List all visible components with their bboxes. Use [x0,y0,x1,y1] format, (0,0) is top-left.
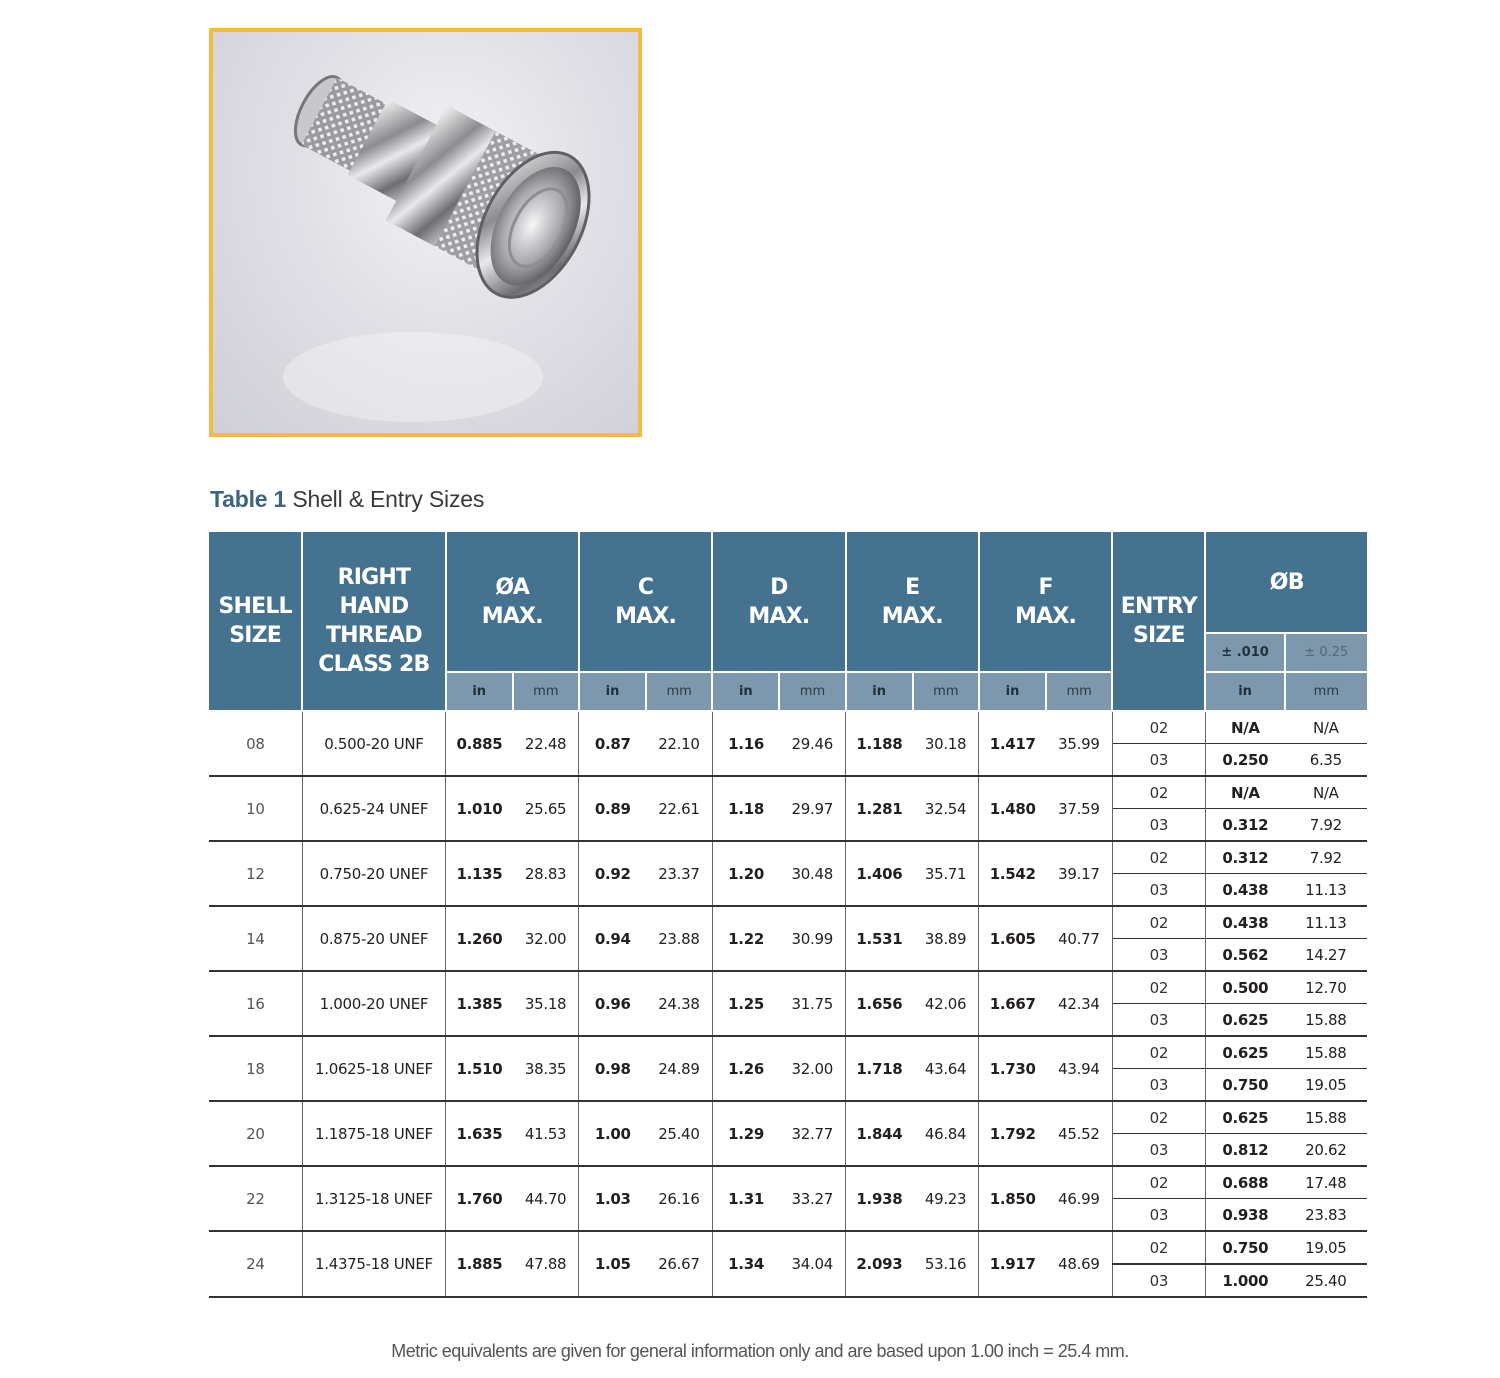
c-max-in-cell: 0.96 [579,971,646,1036]
header-f-max: F MAX. [979,532,1112,672]
thread-cell: 0.625-24 UNEF [302,776,445,841]
f-max-mm-cell: 42.34 [1046,971,1112,1036]
a-max-mm-cell: 25.65 [513,776,579,841]
shell-size-cell: 12 [209,841,302,906]
shell-size-cell: 18 [209,1036,302,1101]
table-row [209,1036,1367,1069]
b-in-cell: N/A [1205,711,1284,744]
header-e-max: E MAX. [846,532,979,672]
c-max-mm-cell: 26.67 [646,1231,712,1297]
shell-size-cell: 16 [209,971,302,1036]
thread-cell: 0.875-20 UNEF [302,906,445,971]
unit-d-in: in [712,672,779,711]
table-row [209,1231,1367,1264]
entry-size-cell: 03 [1112,1004,1205,1037]
a-max-mm-cell: 32.00 [513,906,579,971]
entry-size-cell: 03 [1112,874,1205,907]
a-max-in-cell: 1.510 [446,1036,513,1101]
a-max-in-cell: 1.135 [446,841,513,906]
d-max-mm-cell: 30.99 [779,906,845,971]
b-in-cell: 0.312 [1205,809,1284,842]
f-max-mm-cell: 46.99 [1046,1166,1112,1231]
e-max-in-cell: 1.531 [846,906,913,971]
a-max-in-cell: 1.260 [446,906,513,971]
a-max-in-cell: 1.010 [446,776,513,841]
c-max-mm-cell: 22.10 [646,711,712,776]
thread-cell: 1.1875-18 UNEF [302,1101,445,1166]
f-max-mm-cell: 48.69 [1046,1231,1112,1297]
c-max-in-cell: 1.05 [579,1231,646,1297]
a-max-mm-cell: 38.35 [513,1036,579,1101]
d-max-mm-cell: 29.97 [779,776,845,841]
b-in-cell: 0.812 [1205,1134,1284,1167]
b-in-cell: 0.750 [1205,1231,1284,1264]
e-max-in-cell: 2.093 [846,1231,913,1297]
header-thread: RIGHT HAND THREAD CLASS 2B [302,532,445,711]
unit-a-in: in [446,672,513,711]
b-in-cell: 0.625 [1205,1101,1284,1134]
entry-size-cell: 02 [1112,711,1205,744]
b-mm-cell: 14.27 [1285,939,1367,972]
table-title [210,486,484,513]
f-max-in-cell: 1.605 [979,906,1046,971]
entry-size-cell: 02 [1112,906,1205,939]
thread-cell: 1.0625-18 UNEF [302,1036,445,1101]
d-max-in-cell: 1.31 [712,1166,779,1231]
f-max-mm-cell: 39.17 [1046,841,1112,906]
b-in-cell: 0.500 [1205,971,1284,1004]
a-max-mm-cell: 28.83 [513,841,579,906]
b-mm-cell: 11.13 [1285,906,1367,939]
shell-size-cell: 22 [209,1166,302,1231]
b-in-cell: 0.938 [1205,1199,1284,1232]
e-max-in-cell: 1.844 [846,1101,913,1166]
b-in-cell: 0.438 [1205,906,1284,939]
shell-size-cell: 10 [209,776,302,841]
c-max-in-cell: 0.98 [579,1036,646,1101]
c-max-mm-cell: 24.38 [646,971,712,1036]
shell-size-cell: 08 [209,711,302,776]
e-max-mm-cell: 30.18 [913,711,979,776]
a-max-mm-cell: 44.70 [513,1166,579,1231]
e-max-in-cell: 1.188 [846,711,913,776]
b-mm-cell: 19.05 [1285,1069,1367,1102]
entry-size-cell: 03 [1112,744,1205,777]
header-entry-size: ENTRY SIZE [1112,532,1205,711]
f-max-mm-cell: 43.94 [1046,1036,1112,1101]
table-number: Table 1 [210,486,287,512]
a-max-in-cell: 1.760 [446,1166,513,1231]
b-in-cell: 0.312 [1205,841,1284,874]
c-max-in-cell: 0.92 [579,841,646,906]
a-max-in-cell: 1.635 [446,1101,513,1166]
table-caption: Shell & Entry Sizes [292,486,485,512]
entry-size-cell: 03 [1112,939,1205,972]
a-max-in-cell: 0.885 [446,711,513,776]
f-max-in-cell: 1.730 [979,1036,1046,1101]
d-max-mm-cell: 31.75 [779,971,845,1036]
c-max-in-cell: 1.03 [579,1166,646,1231]
entry-size-cell: 03 [1112,1069,1205,1102]
a-max-mm-cell: 41.53 [513,1101,579,1166]
b-mm-cell: 15.88 [1285,1004,1367,1037]
entry-size-cell: 03 [1112,1264,1205,1297]
b-mm-cell: 7.92 [1285,809,1367,842]
entry-size-cell: 02 [1112,841,1205,874]
c-max-mm-cell: 25.40 [646,1101,712,1166]
f-max-mm-cell: 40.77 [1046,906,1112,971]
e-max-mm-cell: 46.84 [913,1101,979,1166]
header-shell-size: SHELL SIZE [209,532,302,711]
thread-cell: 0.500-20 UNF [302,711,445,776]
c-max-in-cell: 1.00 [579,1101,646,1166]
unit-b-mm: mm [1285,672,1367,711]
b-mm-cell: 7.92 [1285,841,1367,874]
e-max-in-cell: 1.718 [846,1036,913,1101]
b-mm-cell: 15.88 [1285,1036,1367,1069]
unit-f-mm: mm [1046,672,1112,711]
b-mm-cell: N/A [1285,711,1367,744]
d-max-mm-cell: 32.00 [779,1036,845,1101]
f-max-in-cell: 1.480 [979,776,1046,841]
table-row [209,776,1367,809]
table-row [209,1166,1367,1199]
b-mm-cell: 25.40 [1285,1264,1367,1297]
d-max-in-cell: 1.18 [712,776,779,841]
b-in-cell: N/A [1205,776,1284,809]
a-max-mm-cell: 35.18 [513,971,579,1036]
d-max-mm-cell: 29.46 [779,711,845,776]
a-max-mm-cell: 47.88 [513,1231,579,1297]
unit-c-in: in [579,672,646,711]
f-max-mm-cell: 37.59 [1046,776,1112,841]
footnote: Metric equivalents are given for general information only and are based upon 1.00 inch = 25.4 mm. [391,1341,1129,1361]
b-mm-cell: 23.83 [1285,1199,1367,1232]
e-max-mm-cell: 32.54 [913,776,979,841]
d-max-in-cell: 1.25 [712,971,779,1036]
c-max-mm-cell: 26.16 [646,1166,712,1231]
b-mm-cell: 6.35 [1285,744,1367,777]
a-max-in-cell: 1.385 [446,971,513,1036]
b-in-cell: 0.562 [1205,939,1284,972]
b-in-cell: 0.625 [1205,1036,1284,1069]
d-max-mm-cell: 32.77 [779,1101,845,1166]
shell-entry-sizes-table [209,532,1367,1298]
header-d-max: D MAX. [712,532,845,672]
e-max-in-cell: 1.656 [846,971,913,1036]
d-max-mm-cell: 34.04 [779,1231,845,1297]
d-max-in-cell: 1.16 [712,711,779,776]
entry-size-cell: 02 [1112,1036,1205,1069]
table-row [209,971,1367,1004]
b-in-cell: 0.625 [1205,1004,1284,1037]
unit-a-mm: mm [513,672,579,711]
product-image [209,28,642,437]
d-max-in-cell: 1.34 [712,1231,779,1297]
d-max-mm-cell: 30.48 [779,841,845,906]
unit-b-in: in [1205,672,1284,711]
shell-size-cell: 20 [209,1101,302,1166]
b-mm-cell: 12.70 [1285,971,1367,1004]
d-max-in-cell: 1.29 [712,1101,779,1166]
c-max-mm-cell: 22.61 [646,776,712,841]
f-max-in-cell: 1.792 [979,1101,1046,1166]
entry-size-cell: 02 [1112,1231,1205,1264]
b-mm-cell: 15.88 [1285,1101,1367,1134]
f-max-in-cell: 1.917 [979,1231,1046,1297]
b-in-cell: 0.688 [1205,1166,1284,1199]
f-max-in-cell: 1.850 [979,1166,1046,1231]
entry-size-cell: 02 [1112,971,1205,1004]
unit-e-mm: mm [913,672,979,711]
table-row [209,841,1367,874]
b-mm-cell: 19.05 [1285,1231,1367,1264]
f-max-mm-cell: 45.52 [1046,1101,1112,1166]
thread-cell: 1.4375-18 UNEF [302,1231,445,1297]
c-max-mm-cell: 23.88 [646,906,712,971]
header-c-max: C MAX. [579,532,712,672]
e-max-in-cell: 1.938 [846,1166,913,1231]
unit-f-in: in [979,672,1046,711]
connector-illustration [213,32,638,433]
header-b-tolerance-mm: ± 0.25 [1285,633,1367,672]
a-max-in-cell: 1.885 [446,1231,513,1297]
unit-d-mm: mm [779,672,845,711]
table-row [209,711,1367,744]
header-b: ØB [1205,532,1367,633]
e-max-in-cell: 1.406 [846,841,913,906]
table-header [209,532,1367,711]
table-body [209,711,1367,1297]
c-max-mm-cell: 23.37 [646,841,712,906]
entry-size-cell: 03 [1112,809,1205,842]
entry-size-cell: 02 [1112,776,1205,809]
entry-size-cell: 02 [1112,1101,1205,1134]
c-max-in-cell: 0.94 [579,906,646,971]
f-max-mm-cell: 35.99 [1046,711,1112,776]
b-in-cell: 0.438 [1205,874,1284,907]
e-max-mm-cell: 35.71 [913,841,979,906]
d-max-mm-cell: 33.27 [779,1166,845,1231]
c-max-in-cell: 0.87 [579,711,646,776]
b-mm-cell: 11.13 [1285,874,1367,907]
c-max-in-cell: 0.89 [579,776,646,841]
e-max-mm-cell: 42.06 [913,971,979,1036]
b-mm-cell: N/A [1285,776,1367,809]
b-mm-cell: 20.62 [1285,1134,1367,1167]
e-max-mm-cell: 38.89 [913,906,979,971]
b-in-cell: 0.250 [1205,744,1284,777]
f-max-in-cell: 1.667 [979,971,1046,1036]
b-in-cell: 1.000 [1205,1264,1284,1297]
table-row [209,906,1367,939]
d-max-in-cell: 1.20 [712,841,779,906]
table-row [209,1101,1367,1134]
entry-size-cell: 02 [1112,1166,1205,1199]
entry-size-cell: 03 [1112,1199,1205,1232]
e-max-mm-cell: 43.64 [913,1036,979,1101]
f-max-in-cell: 1.417 [979,711,1046,776]
thread-cell: 1.3125-18 UNEF [302,1166,445,1231]
d-max-in-cell: 1.26 [712,1036,779,1101]
shell-size-cell: 24 [209,1231,302,1297]
header-b-tolerance-in: ± .010 [1205,633,1284,672]
shell-size-cell: 14 [209,906,302,971]
thread-cell: 1.000-20 UNEF [302,971,445,1036]
entry-size-cell: 03 [1112,1134,1205,1167]
unit-e-in: in [846,672,913,711]
unit-c-mm: mm [646,672,712,711]
f-max-in-cell: 1.542 [979,841,1046,906]
a-max-mm-cell: 22.48 [513,711,579,776]
e-max-mm-cell: 53.16 [913,1231,979,1297]
e-max-in-cell: 1.281 [846,776,913,841]
e-max-mm-cell: 49.23 [913,1166,979,1231]
header-a-max: ØA MAX. [446,532,579,672]
d-max-in-cell: 1.22 [712,906,779,971]
thread-cell: 0.750-20 UNEF [302,841,445,906]
c-max-mm-cell: 24.89 [646,1036,712,1101]
b-in-cell: 0.750 [1205,1069,1284,1102]
b-mm-cell: 17.48 [1285,1166,1367,1199]
